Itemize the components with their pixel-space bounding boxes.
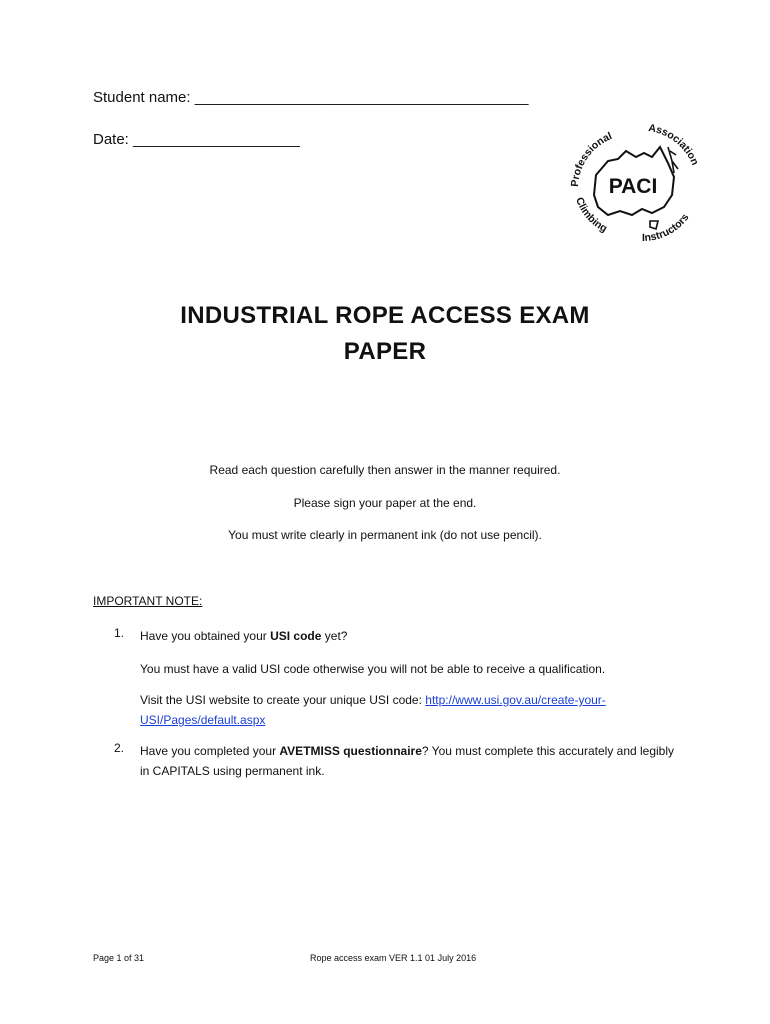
climber-icon: [668, 147, 678, 173]
footer-document-info: Rope access exam VER 1.1 01 July 2016: [310, 953, 477, 963]
student-name-field: Student name: ________________________________________: [93, 89, 529, 106]
avetmiss-question: [140, 741, 685, 781]
logo-word-climbing: Climbing: [573, 195, 610, 235]
svg-text:Association: [647, 122, 701, 167]
instruction-line: Read each question carefully then answer in the manner required.: [209, 463, 561, 477]
instruction-line: Please sign your paper at the end.: [293, 496, 477, 510]
page-title: [0, 298, 770, 370]
title-line-2: PAPER: [343, 338, 427, 365]
usi-question-prefix: Have you obtained your: [140, 629, 271, 643]
tasmania-outline: [650, 221, 658, 229]
paci-logo: [556, 117, 704, 249]
avetmiss-term: AVETMISS questionnaire: [279, 744, 422, 758]
logo-center-text: PACI: [608, 175, 658, 198]
usi-website-link[interactable]: http://www.usi.gov.au/create-your-: [425, 693, 606, 707]
svg-text:Instructors: [642, 211, 692, 244]
instruction-line: You must write clearly in permanent ink (do not use pencil).: [228, 528, 542, 542]
list-number: 1.: [114, 626, 125, 640]
svg-text:Climbing: [573, 196, 609, 235]
usi-question-suffix: yet?: [321, 629, 348, 643]
list-number: 2.: [114, 741, 125, 755]
usi-website-link-continued[interactable]: USI/Pages/default.aspx: [140, 713, 266, 727]
usi-requirement-text: You must have a valid USI code otherwise you will not be able to receive a qualification.: [140, 662, 606, 676]
page-number: Page 1 of 31: [93, 953, 145, 963]
usi-website-text: [140, 690, 680, 730]
important-note-heading: IMPORTANT NOTE:: [93, 594, 203, 608]
usi-question: [140, 626, 347, 646]
usi-website-prefix: Visit the USI website to create your unique USI code:: [140, 693, 426, 707]
date-field: Date: ____________________: [93, 131, 300, 148]
svg-text:Professional: [569, 130, 614, 187]
logo-word-association: Association: [647, 122, 701, 168]
title-line-1: INDUSTRIAL ROPE ACCESS EXAM: [180, 302, 590, 329]
avetmiss-question-prefix: Have you completed your: [140, 744, 280, 758]
usi-code-term: USI code: [270, 629, 322, 643]
logo-word-professional: Professional: [568, 130, 614, 188]
logo-word-instructors: Instructors: [641, 211, 692, 245]
avetmiss-question-suffix: ? You must complete this accurately and legibly in CAPITALS using permanent ink.: [140, 744, 675, 778]
